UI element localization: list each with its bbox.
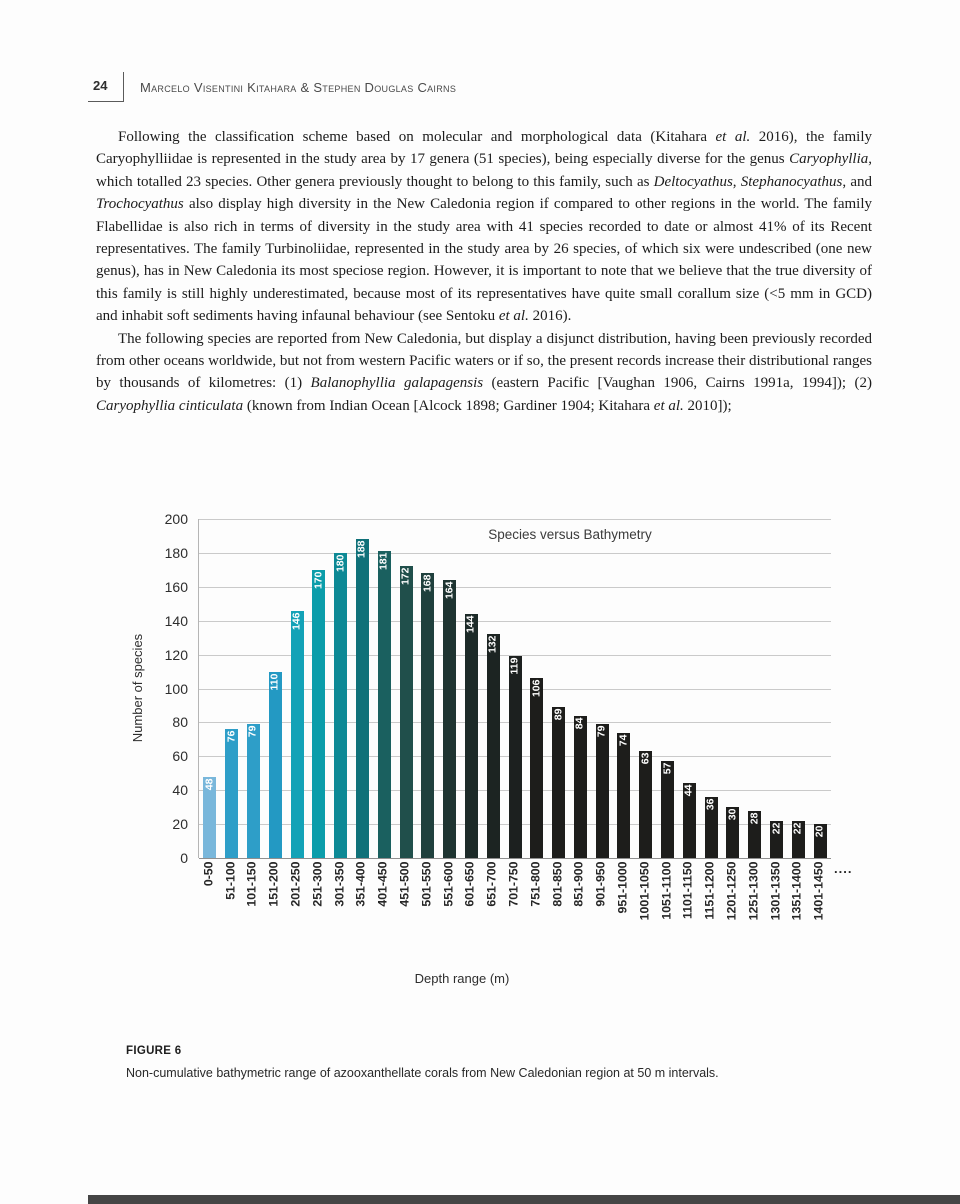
gridline [199,553,831,554]
text-segment: (known from Indian Ocean [Alcock 1898; Gardiner 1904; Kitahara [243,397,654,414]
bar-value-label: 146 [290,612,303,630]
bar-value-label: 84 [573,717,586,729]
y-tick-label: 160 [164,578,188,595]
y-tick-label: 200 [164,511,188,527]
x-tick-label: 501-550 [419,861,434,907]
bar-value-label: 89 [552,708,565,721]
italic-taxon-text: Deltocyathus [653,173,733,190]
y-tick-label: 100 [164,680,188,697]
x-tick-label: 901-950 [593,861,608,907]
x-tick-label: 401-450 [375,861,390,907]
bar-value-label: 164 [443,581,456,600]
paragraph [96,328,872,418]
bar-value-label: 76 [225,730,238,743]
bar-value-label: 170 [312,571,325,589]
x-tick-label: 1101-1150 [680,861,695,919]
x-tick-label: 1051-1100 [659,861,674,920]
x-tick-label: 751-800 [528,861,543,907]
bar-value-label: 48 [203,778,216,790]
bar-value-label: 22 [770,822,783,834]
bar-value-label: 20 [813,825,826,838]
gridline [199,587,831,588]
bar-value-label: 74 [617,734,630,746]
x-axis-title: Depth range (m) [414,971,510,986]
page-bottom-bar [88,1195,960,1204]
y-tick-label: 120 [164,646,188,663]
bar [356,539,369,858]
text-segment: also display high diversity in the New Caledonia region if compared to other regions in the world. The family Flabellidae is also rich in terms of diversity in the study area with 41 species recorded to date or almost 41% of its Recent representatives. The family Turbinoliidae, represented in the study area by 26 species, of which six were undescribed (one new genus), has in New Caledonia its most speciose region. However, it is important to note that we believe that the true diversity of this family is still highly underestimated, because most of its representatives have quite small corallum size (<5 mm in GCD) and inhabit soft sediments having infaunal behaviour (see Sentoku [96,196,872,325]
figure-caption-block [126,1045,826,1080]
paragraph [96,126,872,328]
x-tick-label: 101-150 [244,861,259,907]
text-segment: 2016), the family Caryophylliidae is represented in the study area by 17 genera (51 species), being especially diverse for the genus [96,129,872,168]
gridline [199,519,831,520]
bar-value-label: 144 [464,615,477,633]
x-tick-label: 951-1000 [615,861,630,914]
y-tick-label: 140 [164,612,188,629]
bar-value-label: 30 [726,808,739,821]
y-tick-label: 0 [180,850,188,866]
x-tick-label: 601-650 [462,861,477,907]
bar-value-label: 22 [791,822,804,834]
y-tick-label: 20 [172,816,188,833]
bar [378,551,391,858]
bar [334,553,347,858]
x-tick-label: 651-700 [484,861,499,907]
header-horizontal-rule [88,101,123,102]
x-tick-label: 1201-1250 [724,861,739,921]
x-tick-label: 1151-1200 [702,861,717,920]
bar-value-label: 132 [486,635,499,654]
bar-value-label: 181 [377,552,390,571]
text-segment: (eastern Pacific [Vaughan 1906, Cairns 1991a, 1994]); (2) [483,375,872,392]
bar-value-label: 63 [639,752,652,765]
x-tick-label: 1251-1300 [746,861,761,921]
bar-value-label: 188 [355,540,368,559]
bar-value-label: 44 [682,784,695,797]
text-segment: The following species are reported from New Caledonia, but display a disjunct distribution, having been previously recorded from other oceans worldwide, but not from western Pacific waters or if so, the present records increase their distributional ranges by thousands of kilometres: (1) [96,330,872,392]
x-tick-label: 351-400 [353,861,368,907]
italic-taxon-text: et al. [498,308,529,325]
page-number: 24 [93,78,108,93]
text-block [96,126,872,417]
x-tick-label: 251-300 [310,861,325,907]
x-tick-label: 51-100 [223,861,238,900]
text-segment: Following the classification scheme based on molecular and morphological data (Kitahara [118,129,716,145]
y-tick-label: 180 [164,544,188,561]
bar-value-label: 79 [246,725,259,738]
x-axis-overflow-dots: .... [834,861,853,876]
header-vertical-rule [123,72,124,102]
x-tick-label: 551-600 [441,861,456,907]
chart [130,503,853,986]
italic-taxon-text: Balanophyllia galapagensis [310,375,484,392]
bar-value-label: 180 [334,554,347,572]
x-tick-label: 701-750 [506,861,521,907]
bar-value-label: 57 [661,762,674,775]
italic-taxon-text: Caryophyllia [789,151,869,168]
bar-value-label: 79 [595,725,608,738]
x-tick-label: 301-350 [332,861,347,907]
x-tick-label: 801-850 [550,861,565,907]
text-segment: 2010]); [683,397,732,414]
y-tick-label: 80 [172,714,188,731]
gridline [199,858,831,859]
figure-caption: Non-cumulative bathymetric range of azooxanthellate corals from New Caledonian region at 50 m intervals. [126,1066,719,1080]
x-tick-label: 451-500 [397,861,412,907]
bar-value-label: 28 [748,812,761,824]
bar-value-label: 110 [268,673,281,690]
x-tick-label: 151-200 [266,861,281,907]
running-header-authors: Marcelo Visentini Kitahara & Stephen Douglas Cairns [140,80,457,95]
italic-taxon-text: Caryophyllia cinticulata [96,397,244,414]
x-tick-label: 0-50 [201,861,216,887]
bar [421,573,434,858]
bar [443,580,456,858]
text-segment: , [732,173,741,190]
y-tick-label: 40 [172,782,188,799]
text-segment: 2016). [528,308,572,325]
text-segment: , which totalled 23 species. Other genera previously thought to belong to this family, such as [96,151,872,190]
x-tick-label: 851-900 [571,861,586,907]
x-tick-label: 1001-1050 [637,861,652,921]
italic-taxon-text: Trochocyathus [96,196,184,213]
italic-taxon-text: Stephanocyathus [740,173,843,190]
text-segment: , and [842,173,873,190]
italic-taxon-text: et al. [715,129,751,145]
bar [400,566,413,858]
x-tick-label: 201-250 [288,861,303,907]
x-tick-label: 1401-1450 [811,861,826,921]
chart-title: Species versus Bathymetry [488,527,652,542]
y-tick-label: 60 [172,748,188,765]
x-tick-label: 1301-1350 [768,861,783,921]
bar-value-label: 36 [704,798,717,811]
bar [312,570,325,858]
bar-value-label: 168 [421,574,434,593]
bar-value-label: 119 [508,657,521,675]
bar-value-label: 106 [530,679,543,698]
x-tick-label: 1351-1400 [789,861,804,921]
figure-label: FIGURE 6 [126,1045,182,1057]
y-axis-title: Number of species [130,633,145,743]
bar-value-label: 172 [399,567,412,586]
plot-area [198,519,831,858]
italic-taxon-text: et al. [653,397,684,414]
